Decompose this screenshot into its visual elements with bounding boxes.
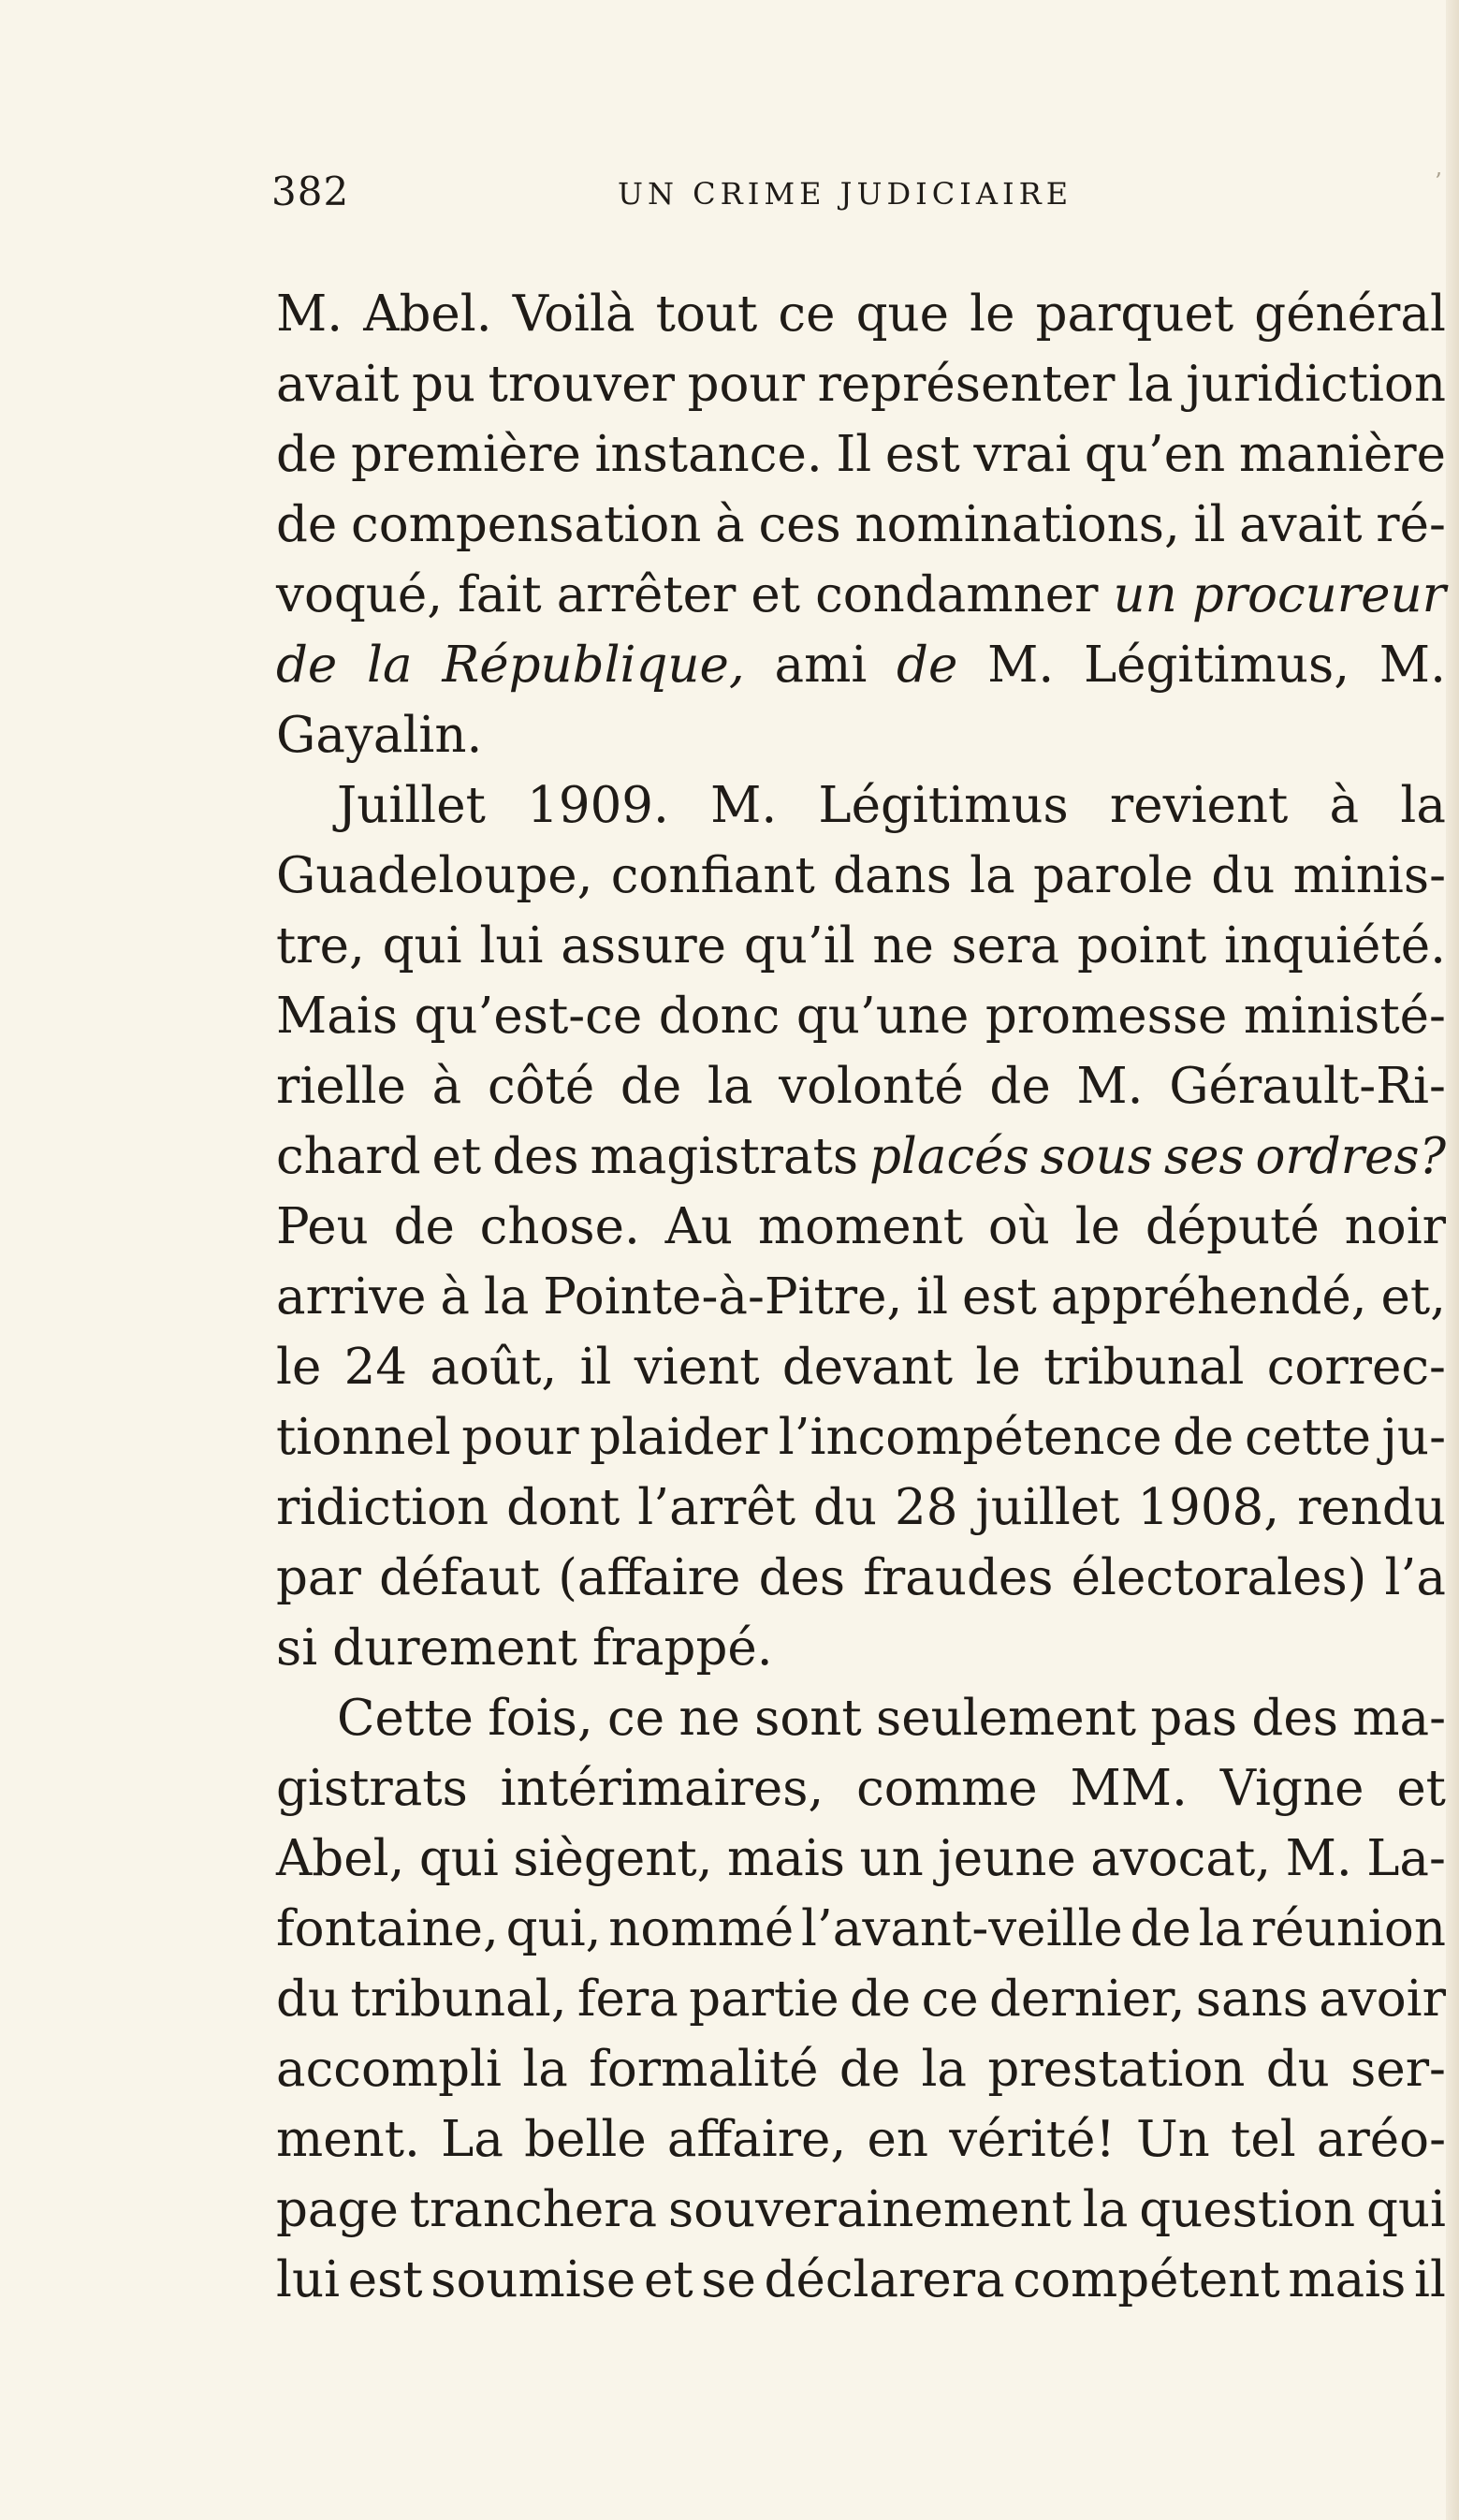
- word: compétent: [1013, 2251, 1280, 2308]
- word: la: [970, 847, 1015, 904]
- word: pour: [461, 1409, 579, 1466]
- word: parole: [1032, 847, 1194, 904]
- word: tout: [655, 286, 758, 343]
- word: Au: [664, 1198, 734, 1255]
- word: Vigne: [1219, 1760, 1364, 1817]
- text-line: [276, 981, 1446, 1051]
- word: ce: [921, 1971, 979, 2028]
- word: Gayalin.: [276, 707, 483, 764]
- word: première: [350, 426, 581, 483]
- word: il: [916, 1268, 949, 1326]
- word: siègent,: [513, 1830, 713, 1887]
- text-line: [276, 1964, 1446, 2034]
- word: où: [987, 1198, 1050, 1255]
- word: placés: [868, 1128, 1029, 1185]
- word: (affaire: [558, 1549, 741, 1606]
- word: M.: [987, 637, 1055, 694]
- word: frappé.: [591, 1619, 773, 1677]
- word: condamner: [815, 566, 1099, 623]
- text-line: [276, 490, 1446, 560]
- word: tionnel: [276, 1409, 451, 1466]
- word: et: [1396, 1760, 1446, 1817]
- word: MM.: [1070, 1760, 1188, 1817]
- word: plaider: [590, 1409, 768, 1466]
- word: Abel,: [276, 1830, 405, 1887]
- word: sera: [951, 917, 1060, 974]
- word: dont: [506, 1479, 620, 1536]
- word: que: [855, 286, 950, 343]
- word: trouver: [488, 356, 675, 413]
- text-line: [276, 1683, 1446, 1753]
- text-line: [276, 1472, 1446, 1543]
- word: si: [276, 1619, 318, 1677]
- word: en: [867, 2111, 928, 2168]
- word: sont: [754, 1690, 862, 1747]
- word: promesse: [985, 988, 1228, 1045]
- word: avait: [1239, 496, 1363, 553]
- word: ne: [872, 917, 934, 974]
- word: partie: [689, 1971, 839, 2028]
- word: nominations,: [854, 496, 1180, 553]
- word: prestation: [987, 2041, 1246, 2098]
- word: et: [431, 1128, 482, 1185]
- text-line: [276, 560, 1446, 630]
- word: Légitimus,: [1083, 637, 1350, 694]
- word: inquiété.: [1223, 917, 1446, 974]
- text-line: [276, 1192, 1446, 1262]
- word: de: [849, 1971, 912, 2028]
- word: moment: [757, 1198, 964, 1255]
- word: ses: [1163, 1128, 1245, 1185]
- word: ne: [678, 1690, 740, 1747]
- word: fera: [576, 1971, 678, 2028]
- word: chard: [276, 1128, 421, 1185]
- word: volonté: [779, 1058, 964, 1115]
- word: de: [620, 1058, 682, 1115]
- word: de: [839, 2041, 901, 2098]
- word: magistrats: [590, 1128, 859, 1185]
- word: ment.: [276, 2111, 420, 2168]
- word: l’arrêt: [637, 1479, 796, 1536]
- word: à: [431, 1058, 462, 1115]
- page-number: 382: [271, 168, 350, 214]
- word: Il: [836, 426, 872, 483]
- word: juridiction: [1186, 356, 1446, 413]
- word: cette: [1244, 1409, 1371, 1466]
- word: pu: [411, 356, 476, 413]
- word: ser-: [1350, 2041, 1446, 2098]
- word: seulement: [876, 1690, 1137, 1747]
- word: août,: [430, 1339, 558, 1396]
- word: Un: [1136, 2111, 1210, 2168]
- word: la: [522, 2041, 568, 2098]
- word: et: [643, 2251, 693, 2308]
- word: Pointe-à-Pitre,: [543, 1268, 903, 1326]
- word: gistrats: [276, 1760, 468, 1817]
- word: confiant: [610, 847, 815, 904]
- word: instance.: [594, 426, 823, 483]
- word: la: [921, 2041, 968, 2098]
- word: à: [440, 1268, 470, 1326]
- word: ordres?: [1255, 1128, 1446, 1185]
- word: l’a: [1384, 1549, 1446, 1606]
- word: devant: [781, 1339, 954, 1396]
- word: ré-: [1376, 496, 1446, 553]
- word: un: [1113, 566, 1177, 623]
- word: Guadeloupe,: [276, 847, 593, 904]
- page-header: [271, 168, 1441, 225]
- word: défaut: [379, 1549, 541, 1606]
- word: assure: [561, 917, 727, 974]
- word: ami: [774, 637, 868, 694]
- word: mais: [726, 1830, 845, 1887]
- word: Abel.: [363, 286, 492, 343]
- word: qui,: [505, 1900, 602, 1957]
- word: de: [276, 426, 338, 483]
- text-line: [276, 2034, 1446, 2104]
- text-line: [276, 1262, 1446, 1332]
- word: ces: [758, 496, 841, 553]
- word: de: [276, 637, 338, 694]
- word: de: [393, 1198, 455, 1255]
- word: de: [1173, 1409, 1234, 1466]
- word: soumise: [430, 2251, 636, 2308]
- text-line: [276, 349, 1446, 419]
- word: revient: [1109, 777, 1289, 834]
- word: du: [1211, 847, 1276, 904]
- word: électorales): [1071, 1549, 1367, 1606]
- word: rielle: [276, 1058, 406, 1115]
- word: la: [1082, 2181, 1129, 2238]
- word: le: [975, 1339, 1021, 1396]
- word: député: [1145, 1198, 1320, 1255]
- word: côté: [487, 1058, 595, 1115]
- word: qui: [418, 1830, 499, 1887]
- word: tribunal: [1043, 1339, 1245, 1396]
- word: un: [859, 1830, 924, 1887]
- word: est: [884, 426, 960, 483]
- word: tel: [1231, 2111, 1296, 2168]
- word: Mais: [276, 988, 399, 1045]
- word: ridiction: [276, 1479, 489, 1536]
- text-line: [276, 2104, 1446, 2175]
- word: accompli: [276, 2041, 502, 2098]
- word: il: [1193, 496, 1226, 553]
- word: La: [441, 2111, 503, 2168]
- text-line: [276, 1121, 1446, 1192]
- word: déclarera: [764, 2251, 1005, 2308]
- word: fois,: [488, 1690, 593, 1747]
- word: par: [276, 1549, 361, 1606]
- word: minis-: [1292, 847, 1446, 904]
- word: question: [1139, 2181, 1356, 2238]
- word: fraudes: [863, 1549, 1054, 1606]
- text-line: [276, 841, 1446, 911]
- word: nommé: [608, 1900, 795, 1957]
- word: 1909.: [527, 777, 669, 834]
- word: lui: [276, 2251, 341, 2308]
- word: arrive: [276, 1268, 427, 1326]
- text-line: [276, 1543, 1446, 1613]
- text-line: [276, 1051, 1446, 1121]
- word: pour: [687, 356, 805, 413]
- word: M.: [1379, 637, 1446, 694]
- word: qui: [1365, 2181, 1446, 2238]
- word: manière: [1238, 426, 1446, 483]
- text-line: [276, 2175, 1446, 2245]
- word: ce: [607, 1690, 665, 1747]
- word: à: [715, 496, 745, 553]
- word: qu’il: [743, 917, 855, 974]
- word: du: [812, 1479, 878, 1536]
- word: Cette: [337, 1690, 474, 1747]
- word: la: [1400, 777, 1446, 834]
- word: dernier,: [988, 1971, 1186, 2028]
- text-line: [276, 2245, 1446, 2315]
- word: aréo-: [1316, 2111, 1446, 2168]
- word: et,: [1380, 1268, 1446, 1326]
- word: mais: [1288, 2251, 1407, 2308]
- word: de: [989, 1058, 1051, 1115]
- word: le: [276, 1339, 322, 1396]
- word: est: [961, 1268, 1037, 1326]
- word: qu’est-ce: [414, 988, 643, 1045]
- word: tranchera: [409, 2181, 658, 2238]
- word: noir: [1344, 1198, 1446, 1255]
- word: belle: [524, 2111, 647, 2168]
- word: juillet: [975, 1479, 1120, 1536]
- word: de: [276, 496, 338, 553]
- word: affaire,: [666, 2111, 847, 2168]
- word: M.: [710, 777, 778, 834]
- word: donc: [658, 988, 781, 1045]
- word: se: [701, 2251, 756, 2308]
- running-title: UN CRIME JUDICIAIRE: [618, 176, 1073, 212]
- word: l’avant-veille: [800, 1900, 1123, 1957]
- word: du: [1265, 2041, 1330, 2098]
- word: République,: [442, 637, 745, 694]
- word: 24: [343, 1339, 408, 1396]
- word: qu’en: [1084, 426, 1226, 483]
- word: Gérault-Ri-: [1169, 1058, 1446, 1115]
- word: l’incompétence: [778, 1409, 1162, 1466]
- word: tre,: [276, 917, 365, 974]
- word: des: [758, 1549, 846, 1606]
- word: intérimaires,: [500, 1760, 824, 1817]
- word: La-: [1366, 1830, 1446, 1887]
- word: chose.: [479, 1198, 640, 1255]
- word: et: [751, 566, 801, 623]
- word: 28: [894, 1479, 958, 1536]
- word: de: [897, 637, 958, 694]
- word: avoir: [1319, 1971, 1446, 2028]
- word: la: [1128, 356, 1174, 413]
- word: vrai: [973, 426, 1072, 483]
- word: dans: [833, 847, 952, 904]
- text-line: [276, 279, 1446, 349]
- word: du: [276, 1971, 341, 2028]
- word: ma-: [1352, 1690, 1446, 1747]
- text-line: [276, 419, 1446, 490]
- page-edge: [1446, 0, 1459, 2520]
- word: point: [1076, 917, 1207, 974]
- word: il: [1414, 2251, 1446, 2308]
- word: sans: [1195, 1971, 1308, 2028]
- word: ce: [778, 286, 836, 343]
- word: la: [483, 1268, 530, 1326]
- word: il: [579, 1339, 612, 1396]
- word: arrêter: [556, 566, 737, 623]
- word: page: [276, 2181, 399, 2238]
- word: avocat,: [1090, 1830, 1272, 1887]
- word: avait: [276, 356, 400, 413]
- text-line: [276, 770, 1446, 841]
- word: comme: [856, 1760, 1038, 1817]
- text-line: [276, 1894, 1446, 1964]
- word: ministé-: [1243, 988, 1446, 1045]
- word: tribunal,: [350, 1971, 567, 2028]
- text-line: [276, 1613, 1446, 1683]
- text-line: [276, 1332, 1446, 1402]
- word: souverainement: [667, 2181, 1072, 2238]
- word: lui: [479, 917, 544, 974]
- word: est: [347, 2251, 423, 2308]
- word: général: [1254, 286, 1446, 343]
- word: vérité!: [949, 2111, 1116, 2168]
- word: fontaine,: [276, 1900, 499, 1957]
- word: M.: [276, 286, 343, 343]
- word: le: [1074, 1198, 1121, 1255]
- word: formalité: [589, 2041, 819, 2098]
- word: sous: [1040, 1128, 1154, 1185]
- body-text: [276, 279, 1446, 2315]
- word: M.: [1076, 1058, 1144, 1115]
- word: représenter: [817, 356, 1116, 413]
- word: fait: [458, 566, 542, 623]
- word: qu’une: [795, 988, 970, 1045]
- word: 1908,: [1137, 1479, 1280, 1536]
- word: Juillet: [337, 777, 486, 834]
- word: M.: [1285, 1830, 1352, 1887]
- word: qui: [382, 917, 462, 974]
- word: durement: [332, 1619, 577, 1677]
- word: des: [492, 1128, 579, 1185]
- header-mark: ʼ: [1434, 168, 1441, 195]
- word: correc-: [1266, 1339, 1446, 1396]
- word: de: [1130, 1900, 1191, 1957]
- word: rendu: [1297, 1479, 1446, 1536]
- word: le: [970, 286, 1015, 343]
- text-line: [276, 1824, 1446, 1894]
- text-line: [276, 630, 1446, 700]
- text-line: [276, 1402, 1446, 1472]
- word: réunion: [1251, 1900, 1446, 1957]
- word: des: [1251, 1690, 1338, 1747]
- word: la: [1198, 1900, 1245, 1957]
- word: la: [707, 1058, 753, 1115]
- word: procureur: [1191, 566, 1446, 623]
- word: appréhendé,: [1050, 1268, 1367, 1326]
- word: jeune: [938, 1830, 1076, 1887]
- word: Peu: [276, 1198, 369, 1255]
- text-line: [276, 1753, 1446, 1824]
- word: parquet: [1035, 286, 1234, 343]
- text-line: [276, 700, 1446, 770]
- word: la: [367, 637, 413, 694]
- word: pas: [1150, 1690, 1238, 1747]
- text-line: [276, 911, 1446, 981]
- word: compensation: [351, 496, 702, 553]
- word: voqué,: [276, 566, 444, 623]
- word: Légitimus: [818, 777, 1069, 834]
- word: vient: [634, 1339, 760, 1396]
- word: à: [1329, 777, 1360, 834]
- word: Voilà: [512, 286, 635, 343]
- word: ju-: [1381, 1409, 1446, 1466]
